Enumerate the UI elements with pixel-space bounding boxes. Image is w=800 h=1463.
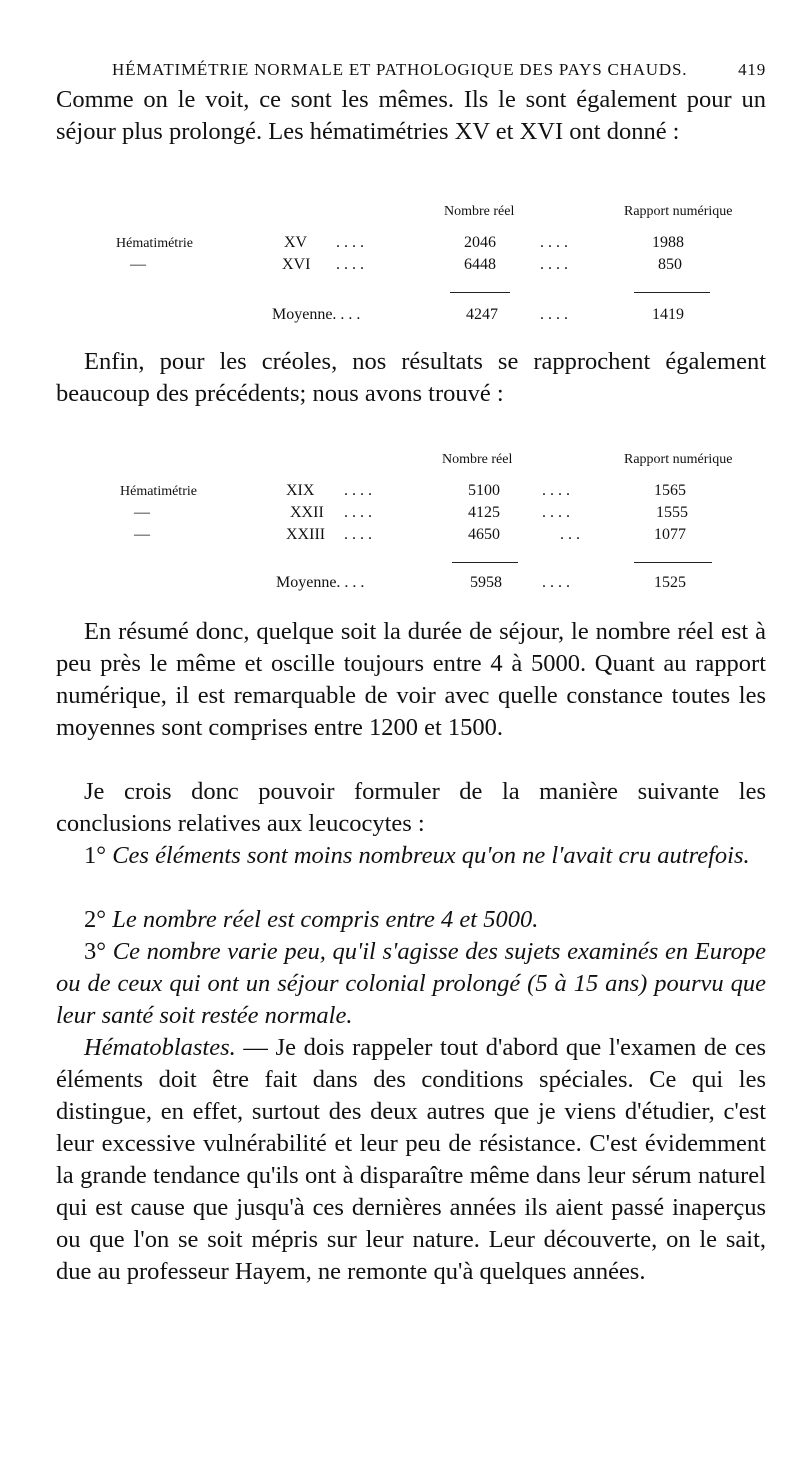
column-header-rapport: Rapport numérique — [624, 452, 733, 467]
sum-rule — [634, 562, 712, 563]
paragraph-intro: Comme on le voit, ce sont les mêmes. Ils le sont également pour un séjour plus prolongé. Les hématimétries XV et XVI ont donné : — [56, 86, 766, 145]
conclusion-text: Le nombre réel est compris entre 4 et 5000. — [112, 906, 539, 933]
conclusion-text: Ces éléments sont moins nombreux qu'on ne l'avait cru autrefois. — [112, 842, 750, 869]
leader-dots: . . . . — [540, 234, 568, 251]
row-label: Hématimétrie — [116, 236, 193, 251]
mean-nombre: 4247 — [466, 306, 498, 323]
paragraph-summary: En résumé donc, quelque soit la durée de séjour, le nombre réel est à peu près le même et oscille toujours entre 4 à 5000. Quant au rapport numérique, il est remarquable de voir avec quelle constance toutes les moyennes sont comprises entre 1200 et 1500. — [56, 618, 766, 741]
page-number: 419 — [738, 60, 766, 79]
value-nombre: 6448 — [464, 256, 496, 273]
row-label: — — [134, 504, 150, 521]
conclusion-text: Ce nombre varie peu, qu'il s'agisse des sujets examinés en Europe ou de ceux qui ont un séjour colonial prolongé (5 à 15 ans) pourvu que leur santé soit restée normale. — [56, 938, 766, 1029]
leader-dots: . . . . — [542, 504, 570, 521]
conclusion-number: 3° — [84, 938, 113, 965]
value-rapport: 1555 — [656, 504, 688, 521]
mean-label: Moyenne. . . . — [272, 306, 361, 323]
leader-dots: . . . — [560, 526, 580, 543]
mean-label: Moyenne. . . . — [276, 574, 365, 591]
paragraph-hematoblastes — [56, 1032, 766, 1288]
sum-rule — [634, 292, 710, 293]
row-numeral: XIX — [286, 482, 315, 499]
row-numeral: XV — [284, 234, 308, 251]
row-numeral: XVI — [282, 256, 311, 273]
conclusion-3 — [56, 936, 766, 1032]
row-numeral: XXIII — [286, 526, 326, 543]
section-body: — Je dois rappeler tout d'abord que l'examen de ces éléments doit être fait dans des conditions spéciales. Ce qui les distingue, en effet, surtout des deux autres que je viens d'étudier, c'est leur excessive vulnérabilité et leur peu de résistance. C'est évidemment la grande tendance qu'ils ont à disparaître même dans leur sérum naturel qui est cause que jusqu'à ces dernières années ils aient passé inaperçus ou que l'on se soit mépris sur leur nature. Leur découverte, on le sait, due au professeur Hayem, ne remonte qu'à quelques années. — [56, 1034, 766, 1285]
value-nombre: 5100 — [468, 482, 500, 499]
leader-dots: . . . . — [344, 482, 372, 499]
row-label: — — [130, 256, 146, 273]
value-rapport: 1565 — [654, 482, 686, 499]
leader-dots: . . . . — [540, 306, 568, 323]
leader-dots: . . . . — [336, 234, 364, 251]
paragraph-conclusions-intro: Je crois donc pouvoir formuler de la manière suivante les conclusions relatives aux leucocytes : — [56, 778, 766, 837]
running-header — [112, 60, 766, 80]
leader-dots: . . . . — [344, 526, 372, 543]
value-rapport: 1988 — [652, 234, 684, 251]
mean-rapport: 1419 — [652, 306, 684, 323]
sum-rule — [450, 292, 510, 293]
leader-dots: . . . . — [542, 574, 570, 591]
column-header-rapport: Rapport numérique — [624, 204, 733, 219]
value-nombre: 2046 — [464, 234, 496, 251]
conclusion-1 — [56, 840, 766, 872]
mean-rapport: 1525 — [654, 574, 686, 591]
value-nombre: 4650 — [468, 526, 500, 543]
conclusion-number: 2° — [84, 906, 113, 933]
row-numeral: XXII — [290, 504, 324, 521]
conclusion-2 — [56, 904, 766, 936]
value-rapport: 1077 — [654, 526, 686, 543]
leader-dots: . . . . — [344, 504, 372, 521]
paragraph-creoles: Enfin, pour les créoles, nos résultats se rapprochent également beaucoup des précédents; nous avons trouvé : — [56, 348, 766, 407]
running-title: HÉMATIMÉTRIE NORMALE ET PATHOLOGIQUE DES PAYS CHAUDS. — [112, 60, 688, 79]
sum-rule — [452, 562, 518, 563]
leader-dots: . . . . — [336, 256, 364, 273]
column-header-nombre: Nombre réel — [442, 452, 513, 467]
leader-dots: . . . . — [542, 482, 570, 499]
conclusion-number: 1° — [84, 842, 113, 869]
row-label: — — [134, 526, 150, 543]
section-heading: Hématoblastes. — [84, 1034, 236, 1061]
row-label: Hématimétrie — [120, 484, 197, 499]
column-header-nombre: Nombre réel — [444, 204, 515, 219]
mean-nombre: 5958 — [470, 574, 502, 591]
leader-dots: . . . . — [540, 256, 568, 273]
value-rapport: 850 — [658, 256, 682, 273]
value-nombre: 4125 — [468, 504, 500, 521]
